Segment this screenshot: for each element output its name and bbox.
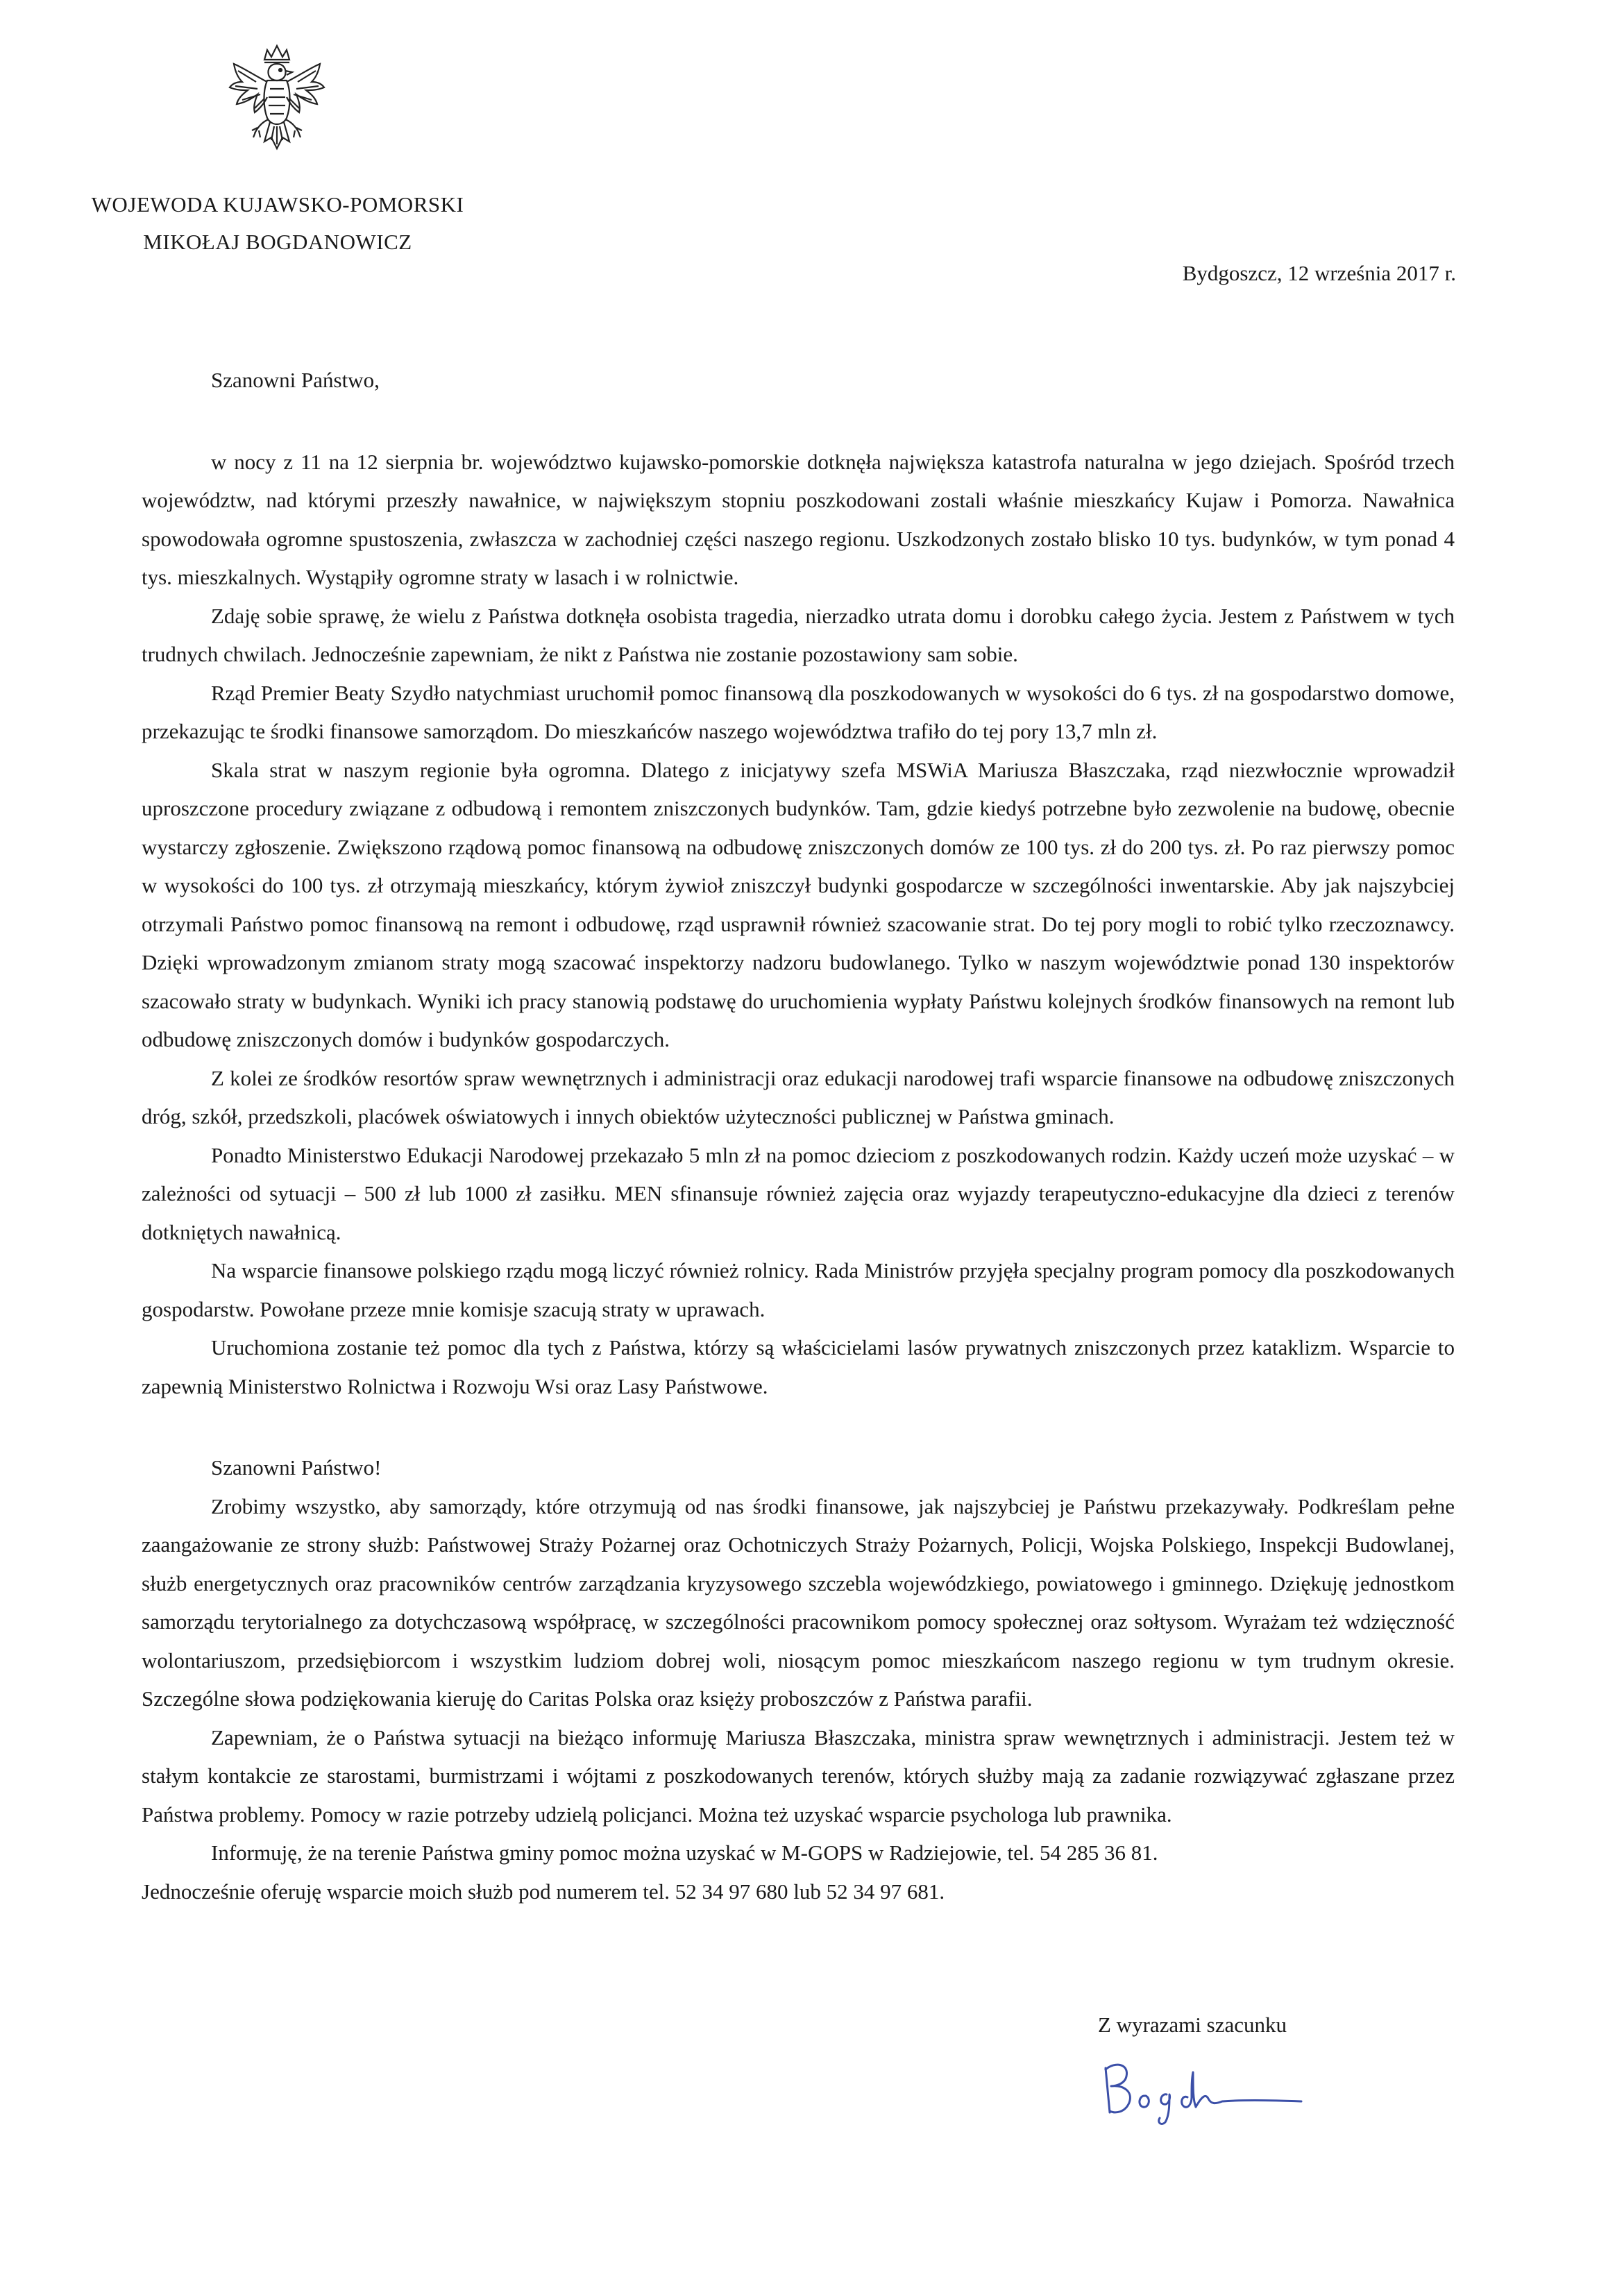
paragraph-2: Zdaję sobie sprawę, że wielu z Państwa dotknęła osobista tragedia, nierzadko utrata domu i dorobku całego życia. Jestem z Państwem w tych trudnych chwilach. Jednocześnie zapewniam, że nikt z Państwa nie zostanie pozostawiony sam sobie. bbox=[142, 603, 1455, 666]
polish-eagle-emblem-icon bbox=[221, 40, 333, 158]
paragraph-1: w nocy z 11 na 12 sierpnia br. województwo kujawsko-pomorskie dotknęła największa katastrofa naturalna w jego dziejach. Spośród trzech województw, nad którymi przeszły nawałnice, w największym stopniu poszkodowani zostali właśnie mieszkańcy Kujaw i Pomorza. Nawałnica spowodowała ogromne spustoszenia, zwłaszcza w zachodniej części naszego regionu. Uszkodzonych zostało blisko 10 tys. budynków, w tym ponad 4 tys. mieszkalnych. Wystąpiły ogromne straty w lasach i w rolnictwie. bbox=[142, 449, 1455, 589]
salutation-second: Szanowni Państwo! bbox=[211, 1455, 382, 1480]
paragraph-5: Z kolei ze środków resortów spraw wewnętrznych i administracji oraz edukacji narodowej trafi wsparcie finansowe na odbudowę zniszczonych dróg, szkół, przedszkoli, placówek oświatowych i innych obiektów użyteczności publicznej w Państwa gminach. bbox=[142, 1065, 1455, 1128]
letter-body bbox=[142, 361, 1455, 1911]
paragraph-11: Informuję, że na terenie Państwa gminy pomoc można uzyskać w M-GOPS w Radziejowie, tel. 54 285 36 81. bbox=[211, 1840, 1158, 1865]
letterhead-name: MIKOŁAJ BOGDANOWICZ bbox=[143, 230, 412, 254]
paragraph-9: Zrobimy wszystko, aby samorządy, które otrzymują od nas środki finansowe, jak najszybciej je Państwu przekazywały. Podkreślam pełne zaangażowanie ze strony służb: Państwowej Straży Pożarnej oraz Ochotniczych Straży Pożarnych, Policji, Wojska Polskiego, Inspekcji Budowlanej, służb energetycznych oraz pracowników centrów zarządzania kryzysowego szczebla wojewódzkiego, powiatowego i gminnego. Dziękuję jednostkom samorządu terytorialnego za dotychczasową współpracę, w szczególności pracownikom pomocy społecznej oraz sołtysom. Wyrażam też wdzięczność wolontariuszom, przedsiębiorcom i wszystkim ludziom dobrej woli, niosącym pomoc mieszkańcom naszego regionu w tym trudnym okresie. Szczególne słowa podziękowania kieruję do Caritas Polska oraz księży proboszczów z Państwa parafii. bbox=[142, 1493, 1455, 1711]
place-date: Bydgoszcz, 12 września 2017 r. bbox=[1182, 261, 1456, 285]
paragraph-8: Uruchomiona zostanie też pomoc dla tych z Państwa, którzy są właścicielami lasów prywatnych zniszczonych przez kataklizm. Wsparcie to zapewnią Ministerstwo Rolnictwa i Rozwoju Wsi oraz Lasy Państwowe. bbox=[142, 1335, 1455, 1398]
paragraph-10: Zapewniam, że o Państwa sytuacji na bieżąco informuję Mariusza Błaszczaka, ministra spraw wewnętrznych i administracji. Jestem też w stałym kontakcie ze starostami, burmistrzami i wójtami z poszkodowanych terenów, których służby mają za zadanie rozwiązywać zgłaszane przez Państwa problemy. Pomocy w razie potrzeby udzielą policjanci. Można też uzyskać wsparcie psychologa lub prawnika. bbox=[142, 1725, 1455, 1827]
handwritten-signature bbox=[1100, 2054, 1308, 2131]
salutation-opening: Szanowni Państwo, bbox=[211, 368, 380, 392]
paragraph-6: Ponadto Ministerstwo Edukacji Narodowej przekazało 5 mln zł na pomoc dzieciom z poszkodowanych rodzin. Każdy uczeń może uzyskać – w zależności od sytuacji – 500 zł lub 1000 zł zasiłku. MEN sfinansuje również zajęcia oraz wyjazdy terapeutyczno-edukacyjne dla dzieci z terenów dotkniętych nawałnicą. bbox=[142, 1142, 1455, 1244]
paragraph-3: Rząd Premier Beaty Szydło natychmiast uruchomił pomoc finansową dla poszkodowanych w wysokości do 6 tys. zł na gospodarstwo domowe, przekazując te środki finansowe samorządom. Do mieszkańców naszego województwa trafiło do tej pory 13,7 mln zł. bbox=[142, 680, 1455, 743]
paragraph-7: Na wsparcie finansowe polskiego rządu mogą liczyć również rolnicy. Rada Ministrów przyjęła specjalny program pomocy dla poszkodowanych gospodarstw. Powołane przeze mnie komisje szacują straty w uprawach. bbox=[142, 1258, 1455, 1321]
final-line: Jednocześnie oferuję wsparcie moich służb pod numerem tel. 52 34 97 680 lub 52 34 97 681. bbox=[142, 1879, 945, 1904]
letterhead-title: WOJEWODA KUJAWSKO-POMORSKI bbox=[91, 192, 464, 217]
paragraph-4: Skala strat w naszym regionie była ogromna. Dlatego z inicjatywy szefa MSWiA Mariusza Błaszczaka, rząd niezwłocznie wprowadził uproszczone procedury związane z odbudową i remontem zniszczonych budynków. Tam, gdzie kiedyś potrzebne było zezwolenie na budowę, obecnie wystarczy zgłoszenie. Zwiększono rządową pomoc finansową na odbudowę zniszczonych domów ze 100 tys. zł do 200 tys. zł. Po raz pierwszy pomoc w wysokości do 100 tys. zł otrzymają mieszkańcy, którym żywioł zniszczył budynki gospodarcze w szczególności inwentarskie. Aby jak najszybciej otrzymali Państwo pomoc finansową na remont i odbudowę, rząd usprawnił również szacowanie strat. Do tej pory mogli to robić tylko rzeczoznawcy. Dzięki wprowadzonym zmianom straty mogą szacować inspektorzy nadzoru budowlanego. Tylko w naszym województwie ponad 130 inspektorów szacowało straty w budynkach. Wyniki ich pracy stanowią podstawę do uruchomienia wypłaty Państwu kolejnych środków finansowych na remont lub odbudowę zniszczonych domów i budynków gospodarczych. bbox=[142, 757, 1455, 1051]
closing-phrase: Z wyrazami szacunku bbox=[1098, 2013, 1287, 2037]
letterhead bbox=[0, 186, 555, 261]
